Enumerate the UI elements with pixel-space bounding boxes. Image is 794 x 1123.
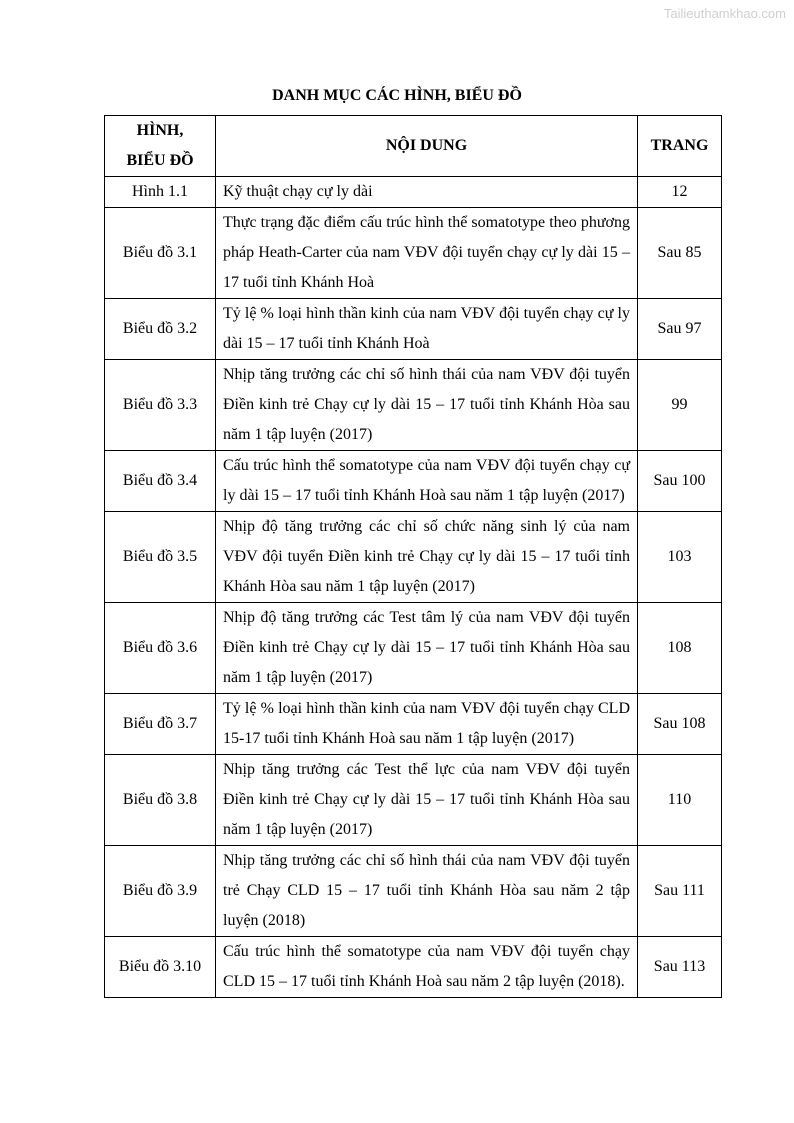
header-noi-dung: NỘI DUNG [216,116,638,177]
row-figure-label: Biểu đồ 3.8 [105,755,216,846]
row-content: Nhịp độ tăng trưởng các chỉ số chức năng sinh lý của nam VĐV đội tuyển Điền kinh trẻ Chạy cự ly dài 15 – 17 tuổi tỉnh Khánh Hòa sau năm 1 tập luyện (2017) [216,512,638,603]
table-row [105,208,722,299]
table-row [105,694,722,755]
table-row [105,299,722,360]
table-row [105,360,722,451]
table-row [105,755,722,846]
table-row [105,603,722,694]
row-page: Sau 100 [638,451,722,512]
row-content: Tỷ lệ % loại hình thần kinh của nam VĐV đội tuyển chạy cự ly dài 15 – 17 tuổi tỉnh Khánh Hoà [216,299,638,360]
figure-list-table [104,115,722,998]
row-figure-label: Biểu đồ 3.5 [105,512,216,603]
row-figure-label: Biểu đồ 3.6 [105,603,216,694]
table-row [105,177,722,208]
row-page: Sau 113 [638,937,722,998]
table-header-row [105,116,722,177]
row-content: Cấu trúc hình thể somatotype của nam VĐV đội tuyển chạy CLD 15 – 17 tuổi tỉnh Khánh Hoà sau năm 2 tập luyện (2018). [216,937,638,998]
row-content: Nhịp độ tăng trưởng các Test tâm lý của nam VĐV đội tuyển Điền kinh trẻ Chạy cự ly dài 15 – 17 tuổi tỉnh Khánh Hòa sau năm 1 tập luyện (2017) [216,603,638,694]
row-figure-label: Biểu đồ 3.9 [105,846,216,937]
row-page: Sau 85 [638,208,722,299]
row-content: Nhịp tăng trưởng các Test thể lực của nam VĐV đội tuyển Điền kinh trẻ Chạy cự ly dài 15 – 17 tuổi tỉnh Khánh Hòa sau năm 1 tập luyện (2017) [216,755,638,846]
row-page: 108 [638,603,722,694]
row-figure-label: Biểu đồ 3.2 [105,299,216,360]
row-content: Thực trạng đặc điểm cấu trúc hình thể somatotype theo phương pháp Heath-Carter của nam VĐV đội tuyển chạy cự ly dài 15 – 17 tuổi tỉnh Khánh Hoà [216,208,638,299]
header-hinh-line2: BIỂU ĐỒ [126,152,194,169]
row-figure-label: Biểu đồ 3.3 [105,360,216,451]
row-content: Kỹ thuật chạy cự ly dài [216,177,638,208]
header-trang: TRANG [638,116,722,177]
row-page: 99 [638,360,722,451]
row-figure-label: Biểu đồ 3.10 [105,937,216,998]
row-content: Nhịp tăng trưởng các chỉ số hình thái của nam VĐV đội tuyển trẻ Chạy CLD 15 – 17 tuổi tỉnh Khánh Hòa sau năm 2 tập luyện (2018) [216,846,638,937]
row-figure-label: Hình 1.1 [105,177,216,208]
row-page: Sau 97 [638,299,722,360]
row-content: Tỷ lệ % loại hình thần kinh của nam VĐV đội tuyển chạy CLD 15-17 tuổi tỉnh Khánh Hoà sau năm 1 tập luyện (2017) [216,694,638,755]
row-page: 103 [638,512,722,603]
row-page: 110 [638,755,722,846]
row-content: Cấu trúc hình thể somatotype của nam VĐV đội tuyển chạy cự ly dài 15 – 17 tuổi tỉnh Khánh Hoà sau năm 1 tập luyện (2017) [216,451,638,512]
table-row [105,846,722,937]
header-hinh-line1: HÌNH, [136,122,184,139]
row-figure-label: Biểu đồ 3.4 [105,451,216,512]
watermark: Tailieuthamkhao.com [663,6,786,21]
row-page: Sau 108 [638,694,722,755]
table-row [105,937,722,998]
row-page: Sau 111 [638,846,722,937]
row-figure-label: Biểu đồ 3.1 [105,208,216,299]
table-row [105,451,722,512]
row-page: 12 [638,177,722,208]
row-figure-label: Biểu đồ 3.7 [105,694,216,755]
table-row [105,512,722,603]
page-title: DANH MỤC CÁC HÌNH, BIỂU ĐỒ [272,87,522,104]
header-hinh [105,116,216,177]
row-content: Nhịp tăng trưởng các chỉ số hình thái của nam VĐV đội tuyển Điền kinh trẻ Chạy cự ly dài 15 – 17 tuổi tỉnh Khánh Hòa sau năm 1 tập luyện (2017) [216,360,638,451]
